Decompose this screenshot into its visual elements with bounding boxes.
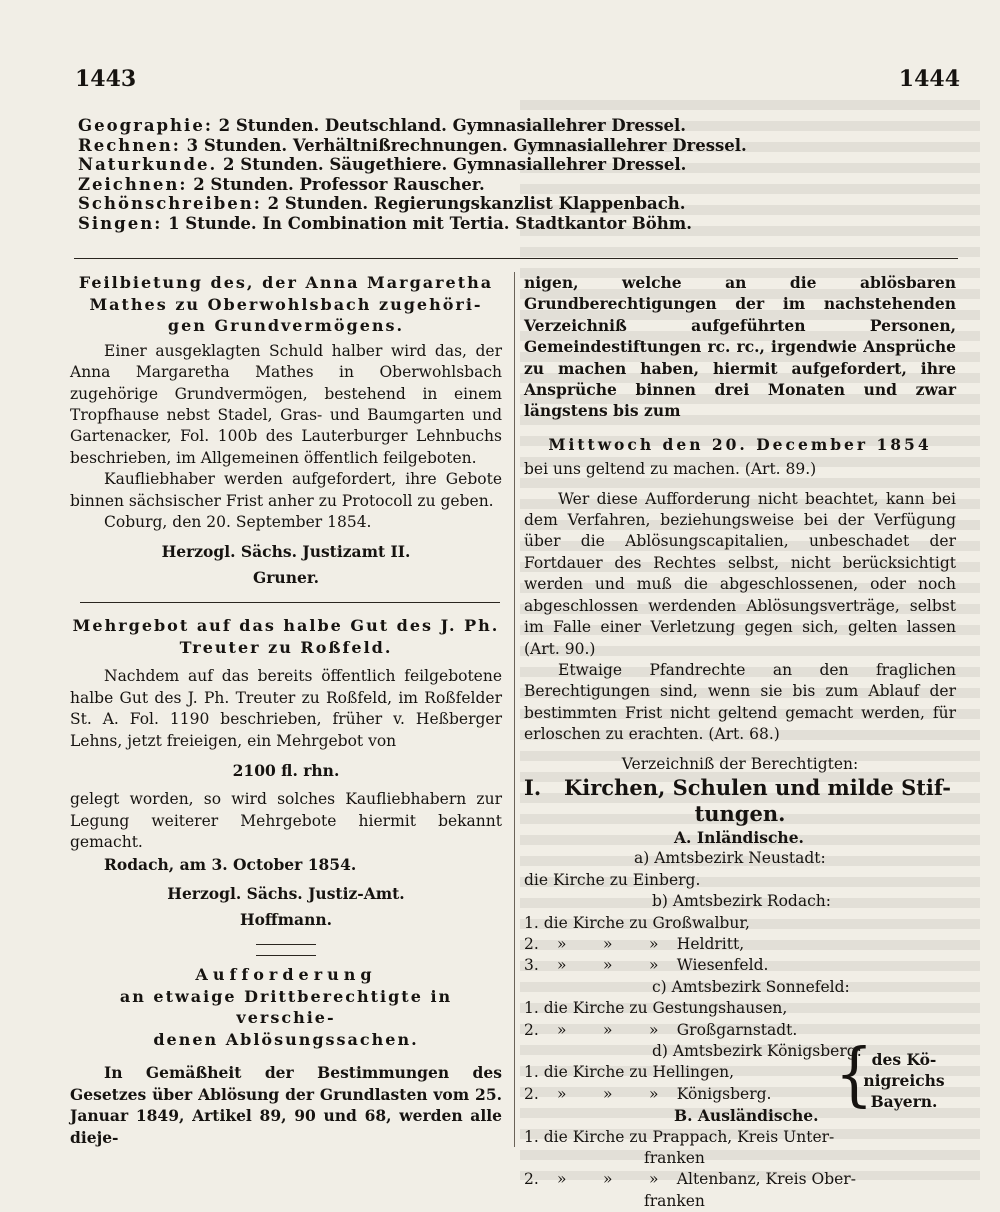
notice-body: Wer diese Aufforderung nicht beachtet, kann bei dem Verfahren, beziehungsweise bei der Verfügung über die Ablösungscapitalien, unbeschadet der Fortdauer des Rechtes selbst, nicht berücksichtigt werden und muß die abgeschlossenen, oder noch abgeschlossen werdenden Ablösungsverträge, selbst im Falle einer Verletzung gegen sich, gelten lassen (Art. 90.) <box>524 489 956 658</box>
section-divider <box>74 258 958 259</box>
notice-title: Aufforderung <box>195 964 377 984</box>
schedule-row <box>78 116 958 136</box>
notice-body: bei uns geltend zu machen. (Art. 89.) <box>524 460 817 479</box>
schedule-subject: Schönschreiben: <box>78 194 262 214</box>
item-text: Heldritt, <box>676 934 745 953</box>
notice-body: Einer ausgeklagten Schuld halber wird das, der Anna Margaretha Mathes in Oberwohlsbach zugehörige Grundvermögen, bestehend in einem Tropfhause nebst Stadel, Gras- und Baumgarten und Gartenacker, Fol. 100b des Lauterburger Lehnbuchs beschrieben, im Allgemeinen öffentlich feilgeboten. <box>70 341 502 467</box>
ditto-mark: » <box>649 1170 659 1189</box>
notice-amount: 2100 fl. rhn. <box>232 761 340 781</box>
schedule-text: 1 Stunde. In Combination mit Tertia. Stadtkantor Böhm. <box>168 213 692 233</box>
list-title: Verzeichniß der Berechtigten: <box>621 754 859 773</box>
deadline: Mittwoch den 20. December 1854 <box>548 434 932 454</box>
list-item-continued: franken <box>644 1149 705 1168</box>
notice-divider <box>80 602 500 603</box>
schedule-row <box>78 136 958 156</box>
list-item: 1. die Kirche zu Gestungshausen, <box>524 999 788 1018</box>
notice-body: Kaufliebhaber werden aufgefordert, ihre Gebote binnen sächsischer Frist anher zu Protocoll zu geben. <box>70 470 502 510</box>
ditto-mark: » <box>649 934 659 953</box>
item-number: 2. <box>524 1020 539 1039</box>
list-item: die Kirche zu Einberg. <box>524 870 701 889</box>
notice-date: Coburg, den 20. September 1854. <box>104 513 372 532</box>
notice-title: Feilbietung des, der Anna Margaretha <box>78 273 494 292</box>
list-item-continued: franken <box>644 1191 705 1210</box>
ditto-mark: » <box>603 1170 613 1189</box>
ditto-mark: » <box>603 956 613 975</box>
notice-title: Treuter zu Roßfeld. <box>179 637 393 657</box>
notice-title: Mathes zu Oberwohlsbach zugehöri- <box>89 294 483 314</box>
ditto-mark: » <box>603 1020 613 1039</box>
ditto-mark: » <box>603 1084 613 1103</box>
notice-body: Etwaige Pfandrechte an den fraglichen Berechtigungen sind, wenn sie bis zum Ablauf der bestimmten Frist nicht geltend gemacht werden, für erloschen zu erachten. (Art. 68.) <box>524 660 956 744</box>
district-heading: d) Amtsbezirk Königsberg: <box>652 1042 862 1060</box>
schedule-subject: Naturkunde. <box>78 155 218 175</box>
bracket-note <box>861 1049 947 1112</box>
bracket-note-line: Bayern. <box>870 1092 938 1111</box>
schedule-row <box>78 155 958 175</box>
section-heading <box>524 775 956 801</box>
schedule-subject: Geographie: <box>78 116 213 135</box>
notice-body: In Gemäßheit der Bestimmungen des Gesetzes über Ablösung der Grundlasten vom 25. Januar 1849, Artikel 89, 90 und 68, werden alle dieje- <box>70 1063 502 1147</box>
section-title: tungen. <box>694 800 786 826</box>
item-text: Altenbanz, Kreis Ober- <box>676 1170 856 1189</box>
notice-body: nigen, welche an die ablösbaren Grundberechtigungen der im nachstehenden Verzeichniß aufgeführten Personen, Gemeindestiftungen rc. rc., irgendwie Ansprüche zu machen haben, hiermit aufgefordert, ihre Ansprüche binnen drei Monaten und zwar längstens bis zum <box>524 273 956 421</box>
column-divider <box>514 272 515 1147</box>
ditto-mark: » <box>603 934 613 953</box>
page-number-left: 1443 <box>75 66 137 92</box>
list-item: 1. die Kirche zu Hellingen, <box>524 1063 735 1082</box>
subsection-heading: B. Ausländische. <box>674 1106 819 1126</box>
short-divider <box>256 955 316 956</box>
page-number-right: 1444 <box>898 66 960 92</box>
lesson-schedule <box>78 116 958 234</box>
list-item <box>524 955 956 976</box>
list-item <box>524 1169 956 1190</box>
short-divider <box>256 944 316 945</box>
notice-title: an etwaige Drittberechtigte in verschie- <box>119 986 453 1028</box>
schedule-text: 2 Stunden. Säugethiere. Gymnasiallehrer Dressel. <box>223 155 687 175</box>
schedule-subject: Zeichnen: <box>78 174 188 194</box>
item-number: 3. <box>524 956 539 975</box>
item-text: Wiesenfeld. <box>676 956 769 975</box>
district-heading: c) Amtsbezirk Sonnefeld: <box>652 977 850 996</box>
item-number: 2. <box>524 1170 539 1189</box>
notice-title: gen Grundvermögens. <box>167 316 405 336</box>
schedule-text: 2 Stunden. Regierungskanzlist Klappenbach. <box>267 194 686 214</box>
left-column <box>70 272 502 1148</box>
subsection-heading: A. Inländische. <box>674 827 804 847</box>
bavaria-bracket <box>835 1034 960 1115</box>
schedule-subject: Singen: <box>78 213 163 233</box>
schedule-row <box>78 214 958 234</box>
notice-body: Nachdem auf das bereits öffentlich feilgebotene halbe Gut des J. Ph. Treuter zu Roßfeld, im Roßfelder St. A. Fol. 1190 beschrieben, früher v. Heßberger Lehns, jetzt freieigen, ein Mehrgebot von <box>70 667 502 750</box>
notice-signature: Hoffmann. <box>239 909 333 929</box>
ditto-mark: » <box>649 1020 659 1039</box>
notice-date: Rodach, am 3. October 1854. <box>104 854 357 874</box>
item-text: Großgarnstadt. <box>676 1020 798 1039</box>
schedule-subject: Rechnen: <box>78 135 181 155</box>
notice-body: gelegt worden, so wird solches Kaufliebhabern zur Legung weiterer Mehrgebote hiermit bekannt gemacht. <box>70 790 502 852</box>
notice-authority: Herzogl. Sächs. Justiz-Amt. <box>167 884 405 904</box>
schedule-text: 2 Stunden. Deutschland. Gymnasiallehrer Dressel. <box>218 116 686 135</box>
notice-signature: Gruner. <box>253 567 319 587</box>
ditto-mark: » <box>649 956 659 975</box>
bracket-note-line: des Kö- <box>871 1050 937 1069</box>
ditto-mark: » <box>557 1170 567 1189</box>
section-title: Kirchen, Schulen und milde Stif- <box>564 774 951 800</box>
list-item <box>524 1020 956 1041</box>
notice-title: Mehrgebot auf das halbe Gut des J. Ph. <box>72 616 500 636</box>
bracket-note-line: nigreichs <box>863 1071 945 1090</box>
item-number: 2. <box>524 1084 539 1103</box>
item-text: Königsberg. <box>676 1084 772 1103</box>
district-heading: a) Amtsbezirk Neustadt: <box>634 849 826 868</box>
schedule-row <box>78 175 958 195</box>
list-item: 1. die Kirche zu Großwalbur, <box>524 913 750 932</box>
ditto-mark: » <box>557 1020 567 1039</box>
schedule-text: 3 Stunden. Verhältnißrechnungen. Gymnasiallehrer Dressel. <box>186 135 747 155</box>
notice-title: denen Ablösungssachen. <box>153 1029 419 1049</box>
ditto-mark: » <box>557 956 567 975</box>
ditto-mark: » <box>557 1084 567 1103</box>
schedule-text: 2 Stunden. Professor Rauscher. <box>193 174 485 194</box>
ditto-mark: » <box>649 1084 659 1103</box>
list-item <box>524 934 956 955</box>
item-number: 2. <box>524 934 539 953</box>
curly-brace-icon: { <box>835 1034 874 1115</box>
list-item: 1. die Kirche zu Prappach, Kreis Unter- <box>524 1127 835 1146</box>
notice-authority: Herzogl. Sächs. Justizamt II. <box>161 542 411 562</box>
district-heading: b) Amtsbezirk Rodach: <box>652 892 831 911</box>
ditto-mark: » <box>557 934 567 953</box>
section-number: I. <box>524 774 542 800</box>
schedule-row <box>78 194 958 214</box>
